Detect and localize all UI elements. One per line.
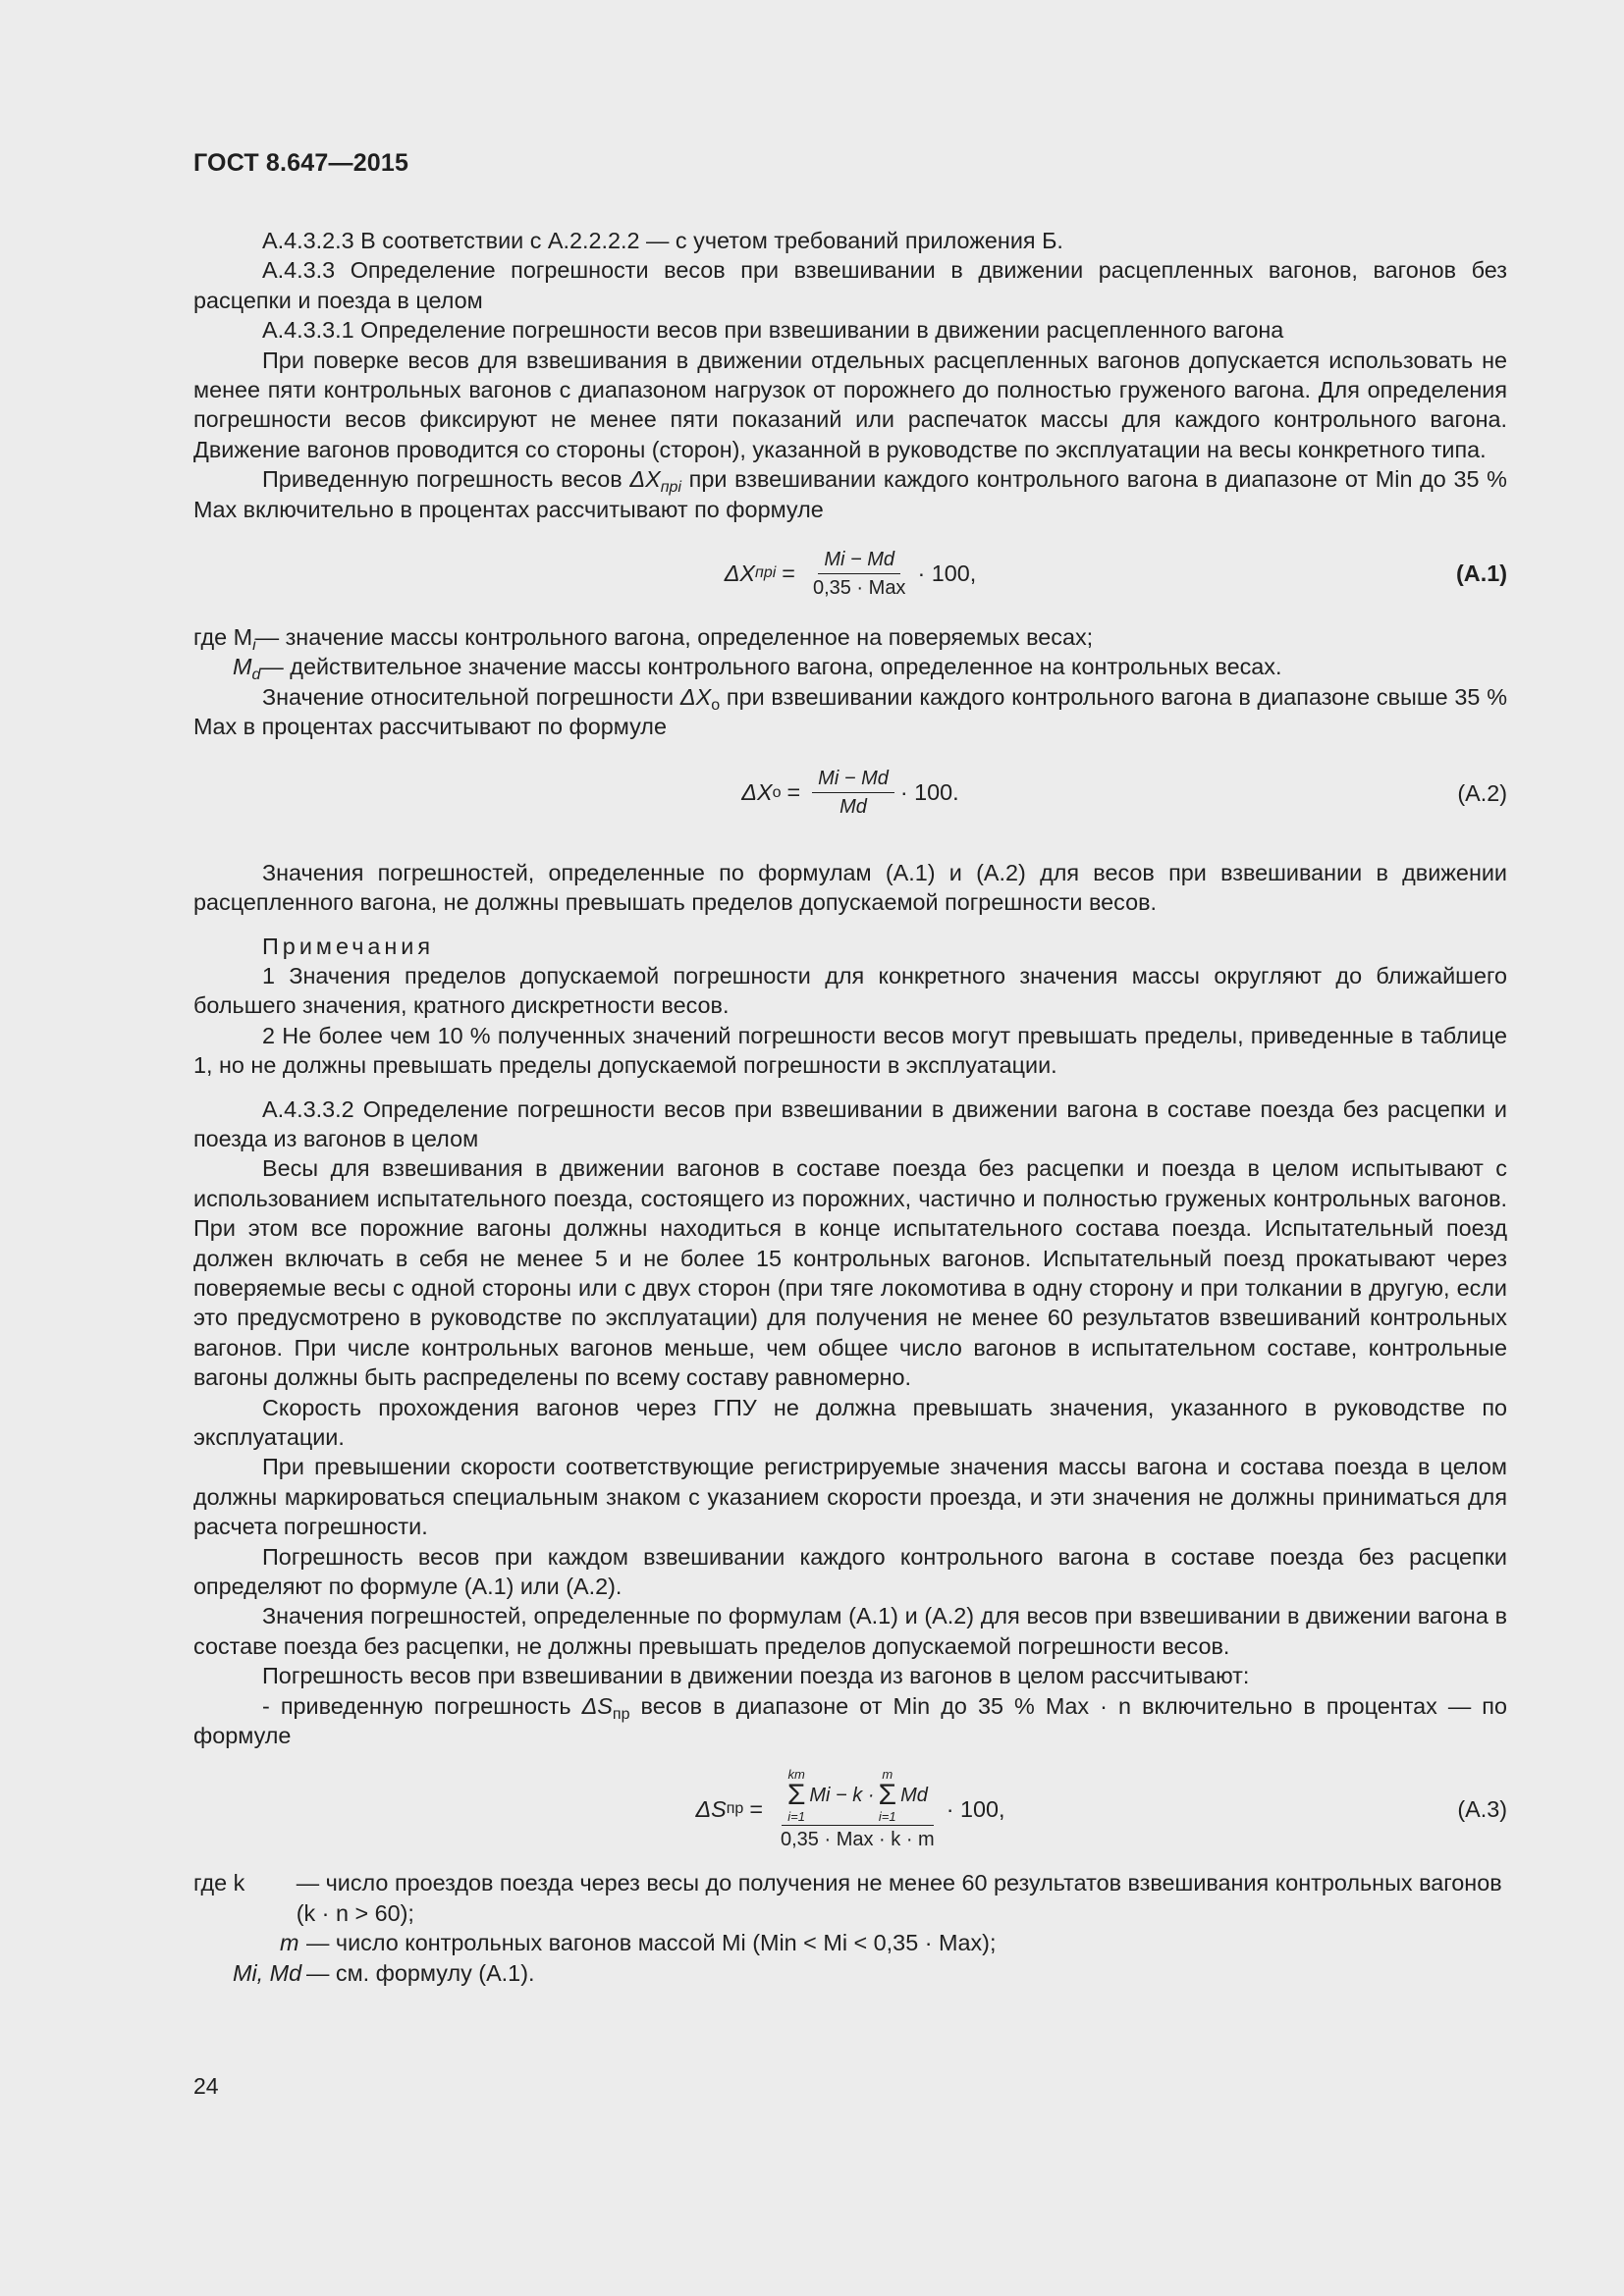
formula-label: (А.2) bbox=[1457, 779, 1507, 806]
para-a4333: А.4.3.3 Определение погрешности весов при взвешивании в движении расцепленных вагонов, вагонов без расцепки и поезда в целом bbox=[193, 257, 1507, 313]
para-limits: Значения погрешностей, определенные по формулам (А.1) и (А.2) для весов при взвешивании в движении расцепленного вагона, не должны превышать пределов допускаемой погрешности весов. bbox=[193, 859, 1507, 916]
para-relative-error: Значение относительной погрешности $\Delta X_о$ при взвешивании каждого контрольного вагона в диапазоне свыше 35 % Max в процентах рассчитывают по формуле bbox=[193, 683, 1507, 740]
para-limits-train: Значения погрешностей, определенные по формулам (А.1) и (А.2) для весов при взвешивании в движении вагона в составе поезда без расцепки, не должны превышать пределов допускаемой погрешности весов. bbox=[193, 1603, 1507, 1659]
formula-label: (А.3) bbox=[1457, 1796, 1507, 1823]
page-number: 24 bbox=[193, 2073, 219, 2099]
where-mi: где $M_i$ — значение массы контрольного вагона, определенное на поверяемых весах; bbox=[193, 624, 1094, 655]
where-md: $M_d$ — действительное значение массы контрольного вагона, определенное на контрольных весах. bbox=[233, 654, 1282, 684]
sum-operator: m Σ i=1 bbox=[878, 1766, 897, 1824]
para-reduced-error: Приведенную погрешность весов $\Delta X_{прi}$ при взвешивании каждого контрольного вагона в диапазоне от Min до 35 % Max включительно в процентах рассчитывают по формуле bbox=[193, 466, 1507, 522]
sum-operator: km Σ i=1 bbox=[786, 1766, 806, 1824]
notes-title: Примечания bbox=[262, 933, 435, 959]
para-reduced-train: - приведенную погрешность $\Delta S_{пр}$ весов в диапазоне от Min до 35 % Max · n включительно в процентах — по формуле bbox=[193, 1692, 1507, 1749]
document-header: ГОСТ 8.647—2015 bbox=[193, 149, 409, 177]
para-train-error: Погрешность весов при взвешивании в движении поезда из вагонов в целом рассчитывают: bbox=[262, 1663, 1250, 1689]
where-mi-md: Mi, Md — см. формулу (А.1). bbox=[233, 1959, 535, 1986]
para-a43332: А.4.3.3.2 Определение погрешности весов при взвешивании в движении вагона в составе поезда без расцепки и поезда из вагонов в целом bbox=[193, 1095, 1507, 1151]
para-each-weighing: Погрешность весов при каждом взвешивании каждого контрольного вагона в составе поезда без расцепки определяют по формуле (А.1) или (А.2). bbox=[193, 1543, 1507, 1600]
para-verification: При поверке весов для взвешивания в движении отдельных расцепленных вагонов допускается использовать не менее пяти контрольных вагонов с диапазоном нагрузок от порожнего до полностью груженого вагона. Для определения погрешности весов фиксируют не менее пяти показаний или распечаток массы для каждого контрольного вагона. Движение вагонов проводится со стороны (сторон), указанной в руководстве по эксплуатации на весы конкретного типа. bbox=[193, 347, 1507, 462]
note-1: 1 Значения пределов допускаемой погрешности для конкретного значения массы округляют до ближайшего большего значения, кратного дискретности весов. bbox=[193, 962, 1507, 1019]
where-k: где k — число проездов поезда через весы до получения не менее 60 результатов взвешивания контрольных вагонов (k · n > 60); bbox=[193, 1870, 1502, 1926]
formula-label: (А.1) bbox=[1456, 560, 1507, 586]
para-test-train: Весы для взвешивания в движении вагонов в составе поезда без расцепки и поезда в целом испытывают с использованием испытательного поезда, состоящего из порожних, частично и полностью груженых контрольных вагонов. При этом все порожние вагоны должны находиться в конце испытательного состава поезда. Испытательный поезд должен включать в себя не менее 5 и не более 15 контрольных вагонов. Испытательный поезд прокатывают через поверяемые весы с одной стороны или с двух сторон (при тяге локомотива в одну сторону и при толкании в другую, если это предусмотрено в руководстве по эксплуатации) для получения не менее 60 результатов взвешиваний контрольных вагонов. При числе контрольных вагонов меньше, чем общее число вагонов в испытательном составе, контрольные вагоны должны быть распределены по всему составу равномерно. bbox=[193, 1155, 1507, 1391]
where-m: m — число контрольных вагонов массой Mi (Min < Mi < 0,35 · Max); bbox=[280, 1930, 997, 1956]
formula-a1: ΔX прi = $\frac{Mi - Md}{\text{0,35 · Max}}$ · 100, (А.1) bbox=[724, 548, 1507, 599]
formula-a3: ΔS пр = km Σ i=1 Mi − k · m Σ i=1 Md 0,35 · Max · k · m · 100, (А.3) bbox=[695, 1766, 1507, 1850]
formula-a2: ΔX о = $\frac{Mi - Md}{Md}$ · 100. (А.2) bbox=[741, 768, 1507, 819]
para-speed-exceed: При превышении скорости соответствующие регистрируемые значения массы вагона и состава поезда в целом должны маркироваться специальным знаком с указанием скорости проезда, и эти значения не должны приниматься для расчета погрешности. bbox=[193, 1454, 1507, 1540]
para-speed: Скорость прохождения вагонов через ГПУ не должна превышать значения, указанного в руководстве по эксплуатации. bbox=[193, 1394, 1507, 1450]
para-a4323: А.4.3.2.3 В соответствии с А.2.2.2.2 — с учетом требований приложения Б. bbox=[262, 228, 1063, 253]
page-content bbox=[193, 226, 1507, 1988]
note-2: 2 Не более чем 10 % полученных значений погрешности весов могут превышать пределы, приведенные в таблице 1, но не должны превышать пределы допускаемой погрешности в эксплуатации. bbox=[193, 1022, 1507, 1079]
para-a43331: А.4.3.3.1 Определение погрешности весов при взвешивании в движении расцепленного вагона bbox=[262, 317, 1284, 344]
